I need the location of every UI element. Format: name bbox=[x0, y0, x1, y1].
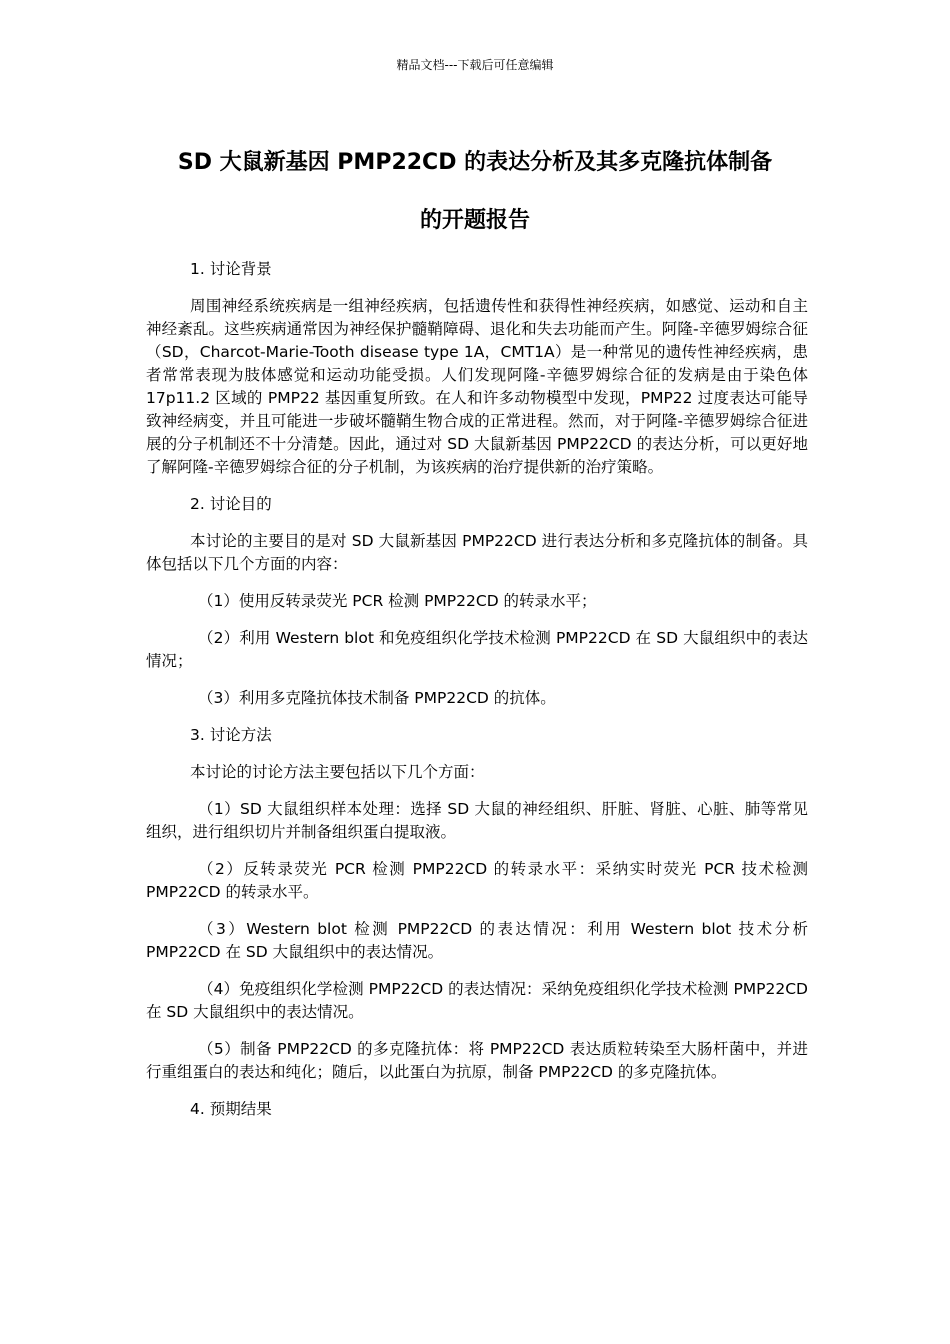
paragraph: 周围神经系统疾病是一组神经疾病，包括遗传性和获得性神经疾病，如感觉、运动和自主神经紊乱。这些疾病通常因为神经保护髓鞘障碍、退化和失去功能而产生。阿隆-辛德罗姆综合征（SD，Charcot-Marie-Tooth disease type 1A，CMT1A）是一种常见的遗传性神经疾病，患者常常表现为肢体感觉和运动功能受损。人们发现阿隆-辛德罗姆综合征的发病是由于染色体 17p11.2 区域的 PMP22 基因重复所致。在人和许多动物模型中发现，PMP22 过度表达可能导致神经病变，并且可能进一步破坏髓鞘生物合成的正常进程。然而，对于阿隆-辛德罗姆综合征进展的分子机制还不十分清楚。因此，通过对 SD 大鼠新基因 PMP22CD 的表达分析，可以更好地了解阿隆-辛德罗姆综合征的分子机制，为该疾病的治疗提供新的治疗策略。 bbox=[146, 297, 808, 476]
paragraph: 本讨论的主要目的是对 SD 大鼠新基因 PMP22CD 进行表达分析和多克隆抗体的制备。具体包括以下几个方面的内容： bbox=[146, 532, 808, 573]
list-item: （1）使用反转录荧光 PCR 检测 PMP22CD 的转录水平； bbox=[198, 592, 597, 610]
page-header: 精品文档---下载后可任意编辑 bbox=[396, 58, 554, 72]
paragraph: 本讨论的讨论方法主要包括以下几个方面： bbox=[190, 763, 485, 781]
title-line-1: SD 大鼠新基因 PMP22CD 的表达分析及其多克隆抗体制备 bbox=[177, 150, 773, 175]
list-item: （3）利用多克隆抗体技术制备 PMP22CD 的抗体。 bbox=[198, 689, 556, 707]
list-item: （2）利用 Western blot 和免疫组织化学技术检测 PMP22CD 在 SD 大鼠组织中的表达情况； bbox=[146, 629, 808, 670]
list-item: （3）Western blot 检测 PMP22CD 的表达情况：利用 Western blot 技术分析 PMP22CD 在 SD 大鼠组织中的表达情况。 bbox=[146, 920, 808, 961]
section-heading: 2. 讨论目的 bbox=[190, 495, 272, 513]
document-body bbox=[146, 258, 808, 1135]
document-title bbox=[130, 134, 820, 250]
list-item: （5）制备 PMP22CD 的多克隆抗体：将 PMP22CD 表达质粒转染至大肠杆菌中，并进行重组蛋白的表达和纯化；随后，以此蛋白为抗原，制备 PMP22CD 的多克隆抗体。 bbox=[146, 1040, 808, 1081]
list-item: （4）免疫组织化学检测 PMP22CD 的表达情况：采纳免疫组织化学技术检测 PMP22CD 在 SD 大鼠组织中的表达情况。 bbox=[146, 980, 808, 1021]
section-heading: 3. 讨论方法 bbox=[190, 726, 272, 744]
section-heading: 4. 预期结果 bbox=[190, 1100, 272, 1118]
title-line-2: 的开题报告 bbox=[419, 208, 530, 233]
list-item: （2）反转录荧光 PCR 检测 PMP22CD 的转录水平：采纳实时荧光 PCR 技术检测 PMP22CD 的转录水平。 bbox=[146, 860, 808, 901]
section-heading: 1. 讨论背景 bbox=[190, 260, 272, 278]
list-item: （1）SD 大鼠组织样本处理：选择 SD 大鼠的神经组织、肝脏、肾脏、心脏、肺等常见组织，进行组织切片并制备组织蛋白提取液。 bbox=[146, 800, 808, 841]
